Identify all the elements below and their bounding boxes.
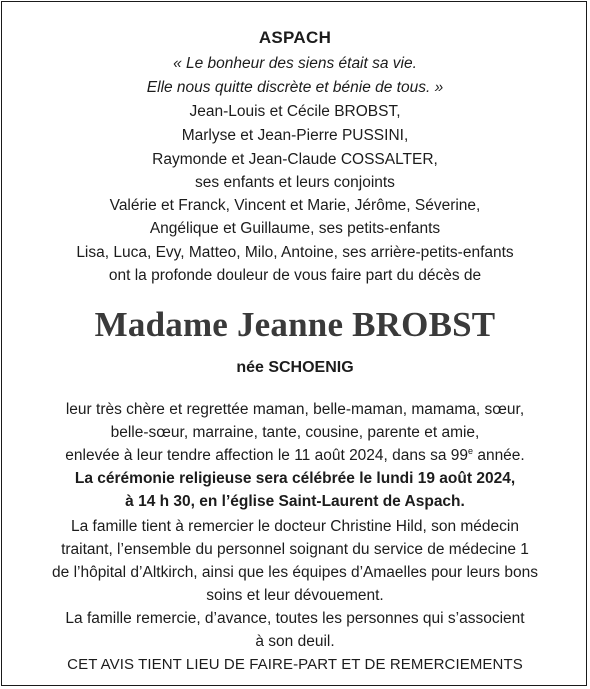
family-line-8: ont la profonde douleur de vous faire part du décès de bbox=[108, 267, 482, 284]
town-heading: ASPACH bbox=[258, 28, 332, 47]
family-line-7: Lisa, Luca, Evy, Matteo, Milo, Antoine, ses arrière-petits-enfants bbox=[76, 244, 514, 261]
maiden-name: née SCHOENIG bbox=[236, 359, 354, 376]
death-notice bbox=[1, 1, 587, 686]
thanks-line-4: soins et leur dévouement. bbox=[206, 587, 384, 604]
family-line-4: ses enfants et leurs conjoints bbox=[195, 174, 395, 191]
thanks-line-3: de l’hôpital d’Altkirch, ainsi que les équipes d’Amaelles pour leurs bons bbox=[52, 564, 538, 581]
family-line-5: Valérie et Franck, Vincent et Marie, Jérôme, Séverine, bbox=[109, 197, 481, 214]
description-line-1: leur très chère et regrettée maman, belle-maman, mamama, sœur, bbox=[65, 401, 525, 418]
ceremony-line-2: à 14 h 30, en l’église Saint-Laurent de Aspach. bbox=[125, 493, 465, 510]
thanks-line-6: à son deuil. bbox=[255, 633, 335, 650]
quote-line-1: « Le bonheur des siens était sa vie. bbox=[173, 55, 417, 72]
family-line-2: Marlyse et Jean-Pierre PUSSINI, bbox=[181, 127, 409, 144]
family-line-6: Angélique et Guillaume, ses petits-enfants bbox=[149, 220, 441, 237]
description-line-2: belle-sœur, marraine, tante, cousine, parente et amie, bbox=[110, 424, 480, 441]
deceased-name: Madame Jeanne BROBST bbox=[94, 305, 496, 344]
thanks-line-2: traitant, l’ensemble du personnel soignant du service de médecine 1 bbox=[61, 541, 529, 558]
death-date-line: enlevée à leur tendre affection le 11 août 2024, dans sa 99e année. bbox=[65, 446, 525, 464]
closing-statement: CET AVIS TIENT LIEU DE FAIRE-PART ET DE REMERCIEMENTS bbox=[67, 656, 523, 673]
family-line-3: Raymonde et Jean-Claude COSSALTER, bbox=[152, 151, 438, 168]
thanks-line-1: La famille tient à remercier le docteur Christine Hild, son médecin bbox=[71, 518, 519, 535]
thanks-line-5: La famille remercie, d’avance, toutes les personnes qui s’associent bbox=[65, 610, 525, 627]
ceremony-line-1: La cérémonie religieuse sera célébrée le lundi 19 août 2024, bbox=[74, 470, 516, 487]
family-line-1: Jean-Louis et Cécile BROBST, bbox=[189, 103, 401, 120]
quote-line-2: Elle nous quitte discrète et bénie de tous. » bbox=[146, 79, 444, 96]
